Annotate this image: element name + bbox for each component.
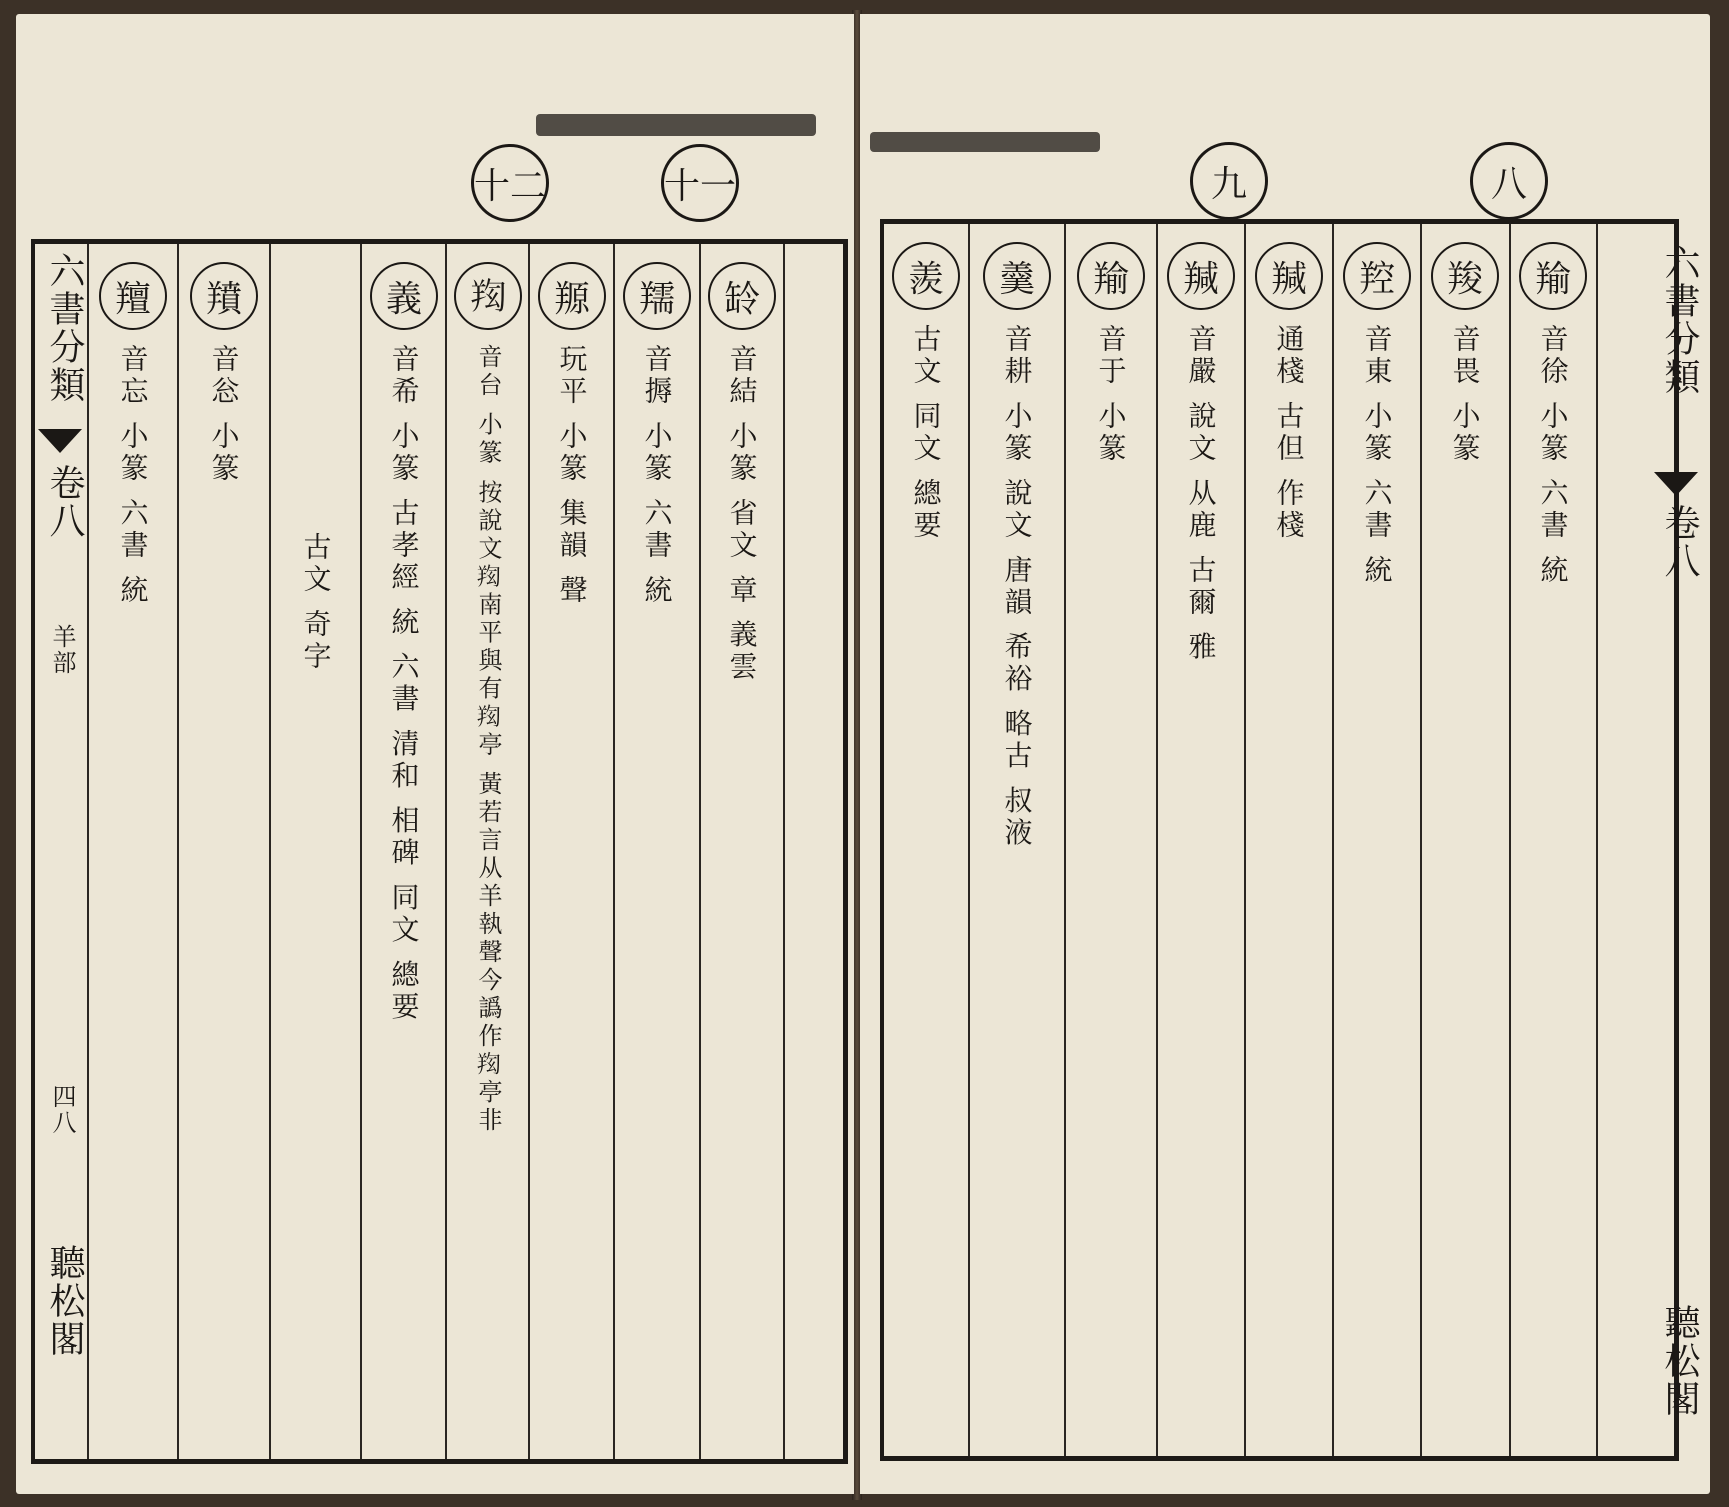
column-rule xyxy=(1420,224,1422,1456)
column-rule xyxy=(360,244,362,1459)
column-rule xyxy=(699,244,701,1459)
book-title: 六書分類 xyxy=(44,252,85,404)
entry-column xyxy=(532,262,612,1449)
entry-column xyxy=(703,262,781,1449)
head-character: 羬 xyxy=(1167,242,1235,310)
entry-text: 古文 奇字 xyxy=(299,532,333,673)
column-rule xyxy=(1596,224,1598,1456)
radical-label: 羊部 xyxy=(48,624,76,676)
entry-text: 音忘 小篆 六書 統 xyxy=(116,344,150,607)
column-rule xyxy=(1332,224,1334,1456)
column-rule xyxy=(968,224,970,1456)
entry-text: 音搙 小篆 六書 統 xyxy=(640,344,674,607)
entry-column xyxy=(364,262,444,1449)
entry-column xyxy=(1068,242,1154,1446)
entry-column xyxy=(449,262,527,1449)
column-rule xyxy=(269,244,271,1459)
head-character: 羹 xyxy=(983,242,1051,310)
left-page xyxy=(16,14,854,1494)
entry-column xyxy=(617,262,697,1449)
column-rule xyxy=(528,244,530,1459)
entry-column xyxy=(1512,242,1594,1446)
entry-column xyxy=(181,262,267,1449)
entry-text: 音耕 小篆 說文 唐韻 希裕 略古 叔液 xyxy=(1000,324,1034,850)
section-number-right-1: 九 xyxy=(1190,142,1268,220)
section-number-left-2: 十一 xyxy=(661,144,739,222)
head-character: 羱 xyxy=(538,262,606,330)
head-character: 𦍿 xyxy=(454,262,522,330)
head-character: 羵 xyxy=(190,262,258,330)
entry-column xyxy=(972,242,1062,1446)
entry-column xyxy=(273,262,359,1449)
book-title: 六書分類 xyxy=(1659,244,1700,396)
entry-column xyxy=(91,262,175,1449)
column-rule xyxy=(1156,224,1158,1456)
head-character: 羫 xyxy=(1343,242,1411,310)
fishtail-mark xyxy=(38,429,82,453)
entry-text: 玩平 小篆 集韻 聲 xyxy=(555,344,589,607)
head-character: 䍅 xyxy=(708,262,776,330)
column-rule xyxy=(783,244,785,1459)
column-rule xyxy=(1509,224,1511,1456)
entry-text: 音嚴 說文 从鹿 古爾 雅 xyxy=(1184,324,1218,664)
entry-column xyxy=(1160,242,1242,1446)
column-rule xyxy=(445,244,447,1459)
entry-text: 通棧 古但 作棧 xyxy=(1272,324,1306,542)
column-rule xyxy=(1244,224,1246,1456)
ink-smudge xyxy=(870,132,1100,152)
ink-smudge xyxy=(536,114,816,136)
column-rule xyxy=(1064,224,1066,1456)
right-page-frame xyxy=(880,219,1700,1461)
column-rule xyxy=(177,244,179,1459)
section-number-left-1: 十二 xyxy=(471,144,549,222)
head-character: 羧 xyxy=(1431,242,1499,310)
folio-number: 四八 xyxy=(48,1084,76,1136)
entry-text: 古文 同文 總要 xyxy=(909,324,943,542)
entry-column xyxy=(1424,242,1506,1446)
volume-label: 卷八 xyxy=(1659,504,1700,580)
entry-column xyxy=(1248,242,1330,1446)
publisher-name: 聽松閣 xyxy=(1659,1304,1700,1418)
volume-label: 卷八 xyxy=(44,464,85,540)
head-character: 羺 xyxy=(623,262,691,330)
right-page xyxy=(860,14,1710,1494)
entry-text: 音結 小篆 省文 章 義雲 xyxy=(725,344,759,684)
entry-text: 音畏 小篆 xyxy=(1448,324,1482,465)
head-character: 羨 xyxy=(892,242,960,310)
entry-text: 音台 小篆 按說文𦍿南平與有𦍿亭 黃若言从羊執聲今譌作𦍿亭非 xyxy=(474,344,502,1135)
entry-column xyxy=(886,242,966,1446)
head-character: 羶 xyxy=(99,262,167,330)
entry-text: 音忩 小篆 xyxy=(207,344,241,485)
entry-text: 音東 小篆 六書 統 xyxy=(1360,324,1394,587)
entry-text: 音希 小篆 古孝經 統 六書 清和 相碑 同文 總要 xyxy=(387,344,421,1024)
left-page-frame xyxy=(31,239,848,1464)
entry-text: 音徐 小篆 六書 統 xyxy=(1536,324,1570,587)
fishtail-mark xyxy=(1654,472,1698,496)
head-character: 義 xyxy=(370,262,438,330)
section-number-right-2: 八 xyxy=(1470,142,1548,220)
head-character: 羬 xyxy=(1255,242,1323,310)
entry-text: 音于 小篆 xyxy=(1094,324,1128,465)
entry-column xyxy=(1336,242,1418,1446)
column-rule xyxy=(613,244,615,1459)
head-character: 羭 xyxy=(1519,242,1587,310)
head-character: 羭 xyxy=(1077,242,1145,310)
publisher-name: 聽松閣 xyxy=(44,1244,85,1358)
